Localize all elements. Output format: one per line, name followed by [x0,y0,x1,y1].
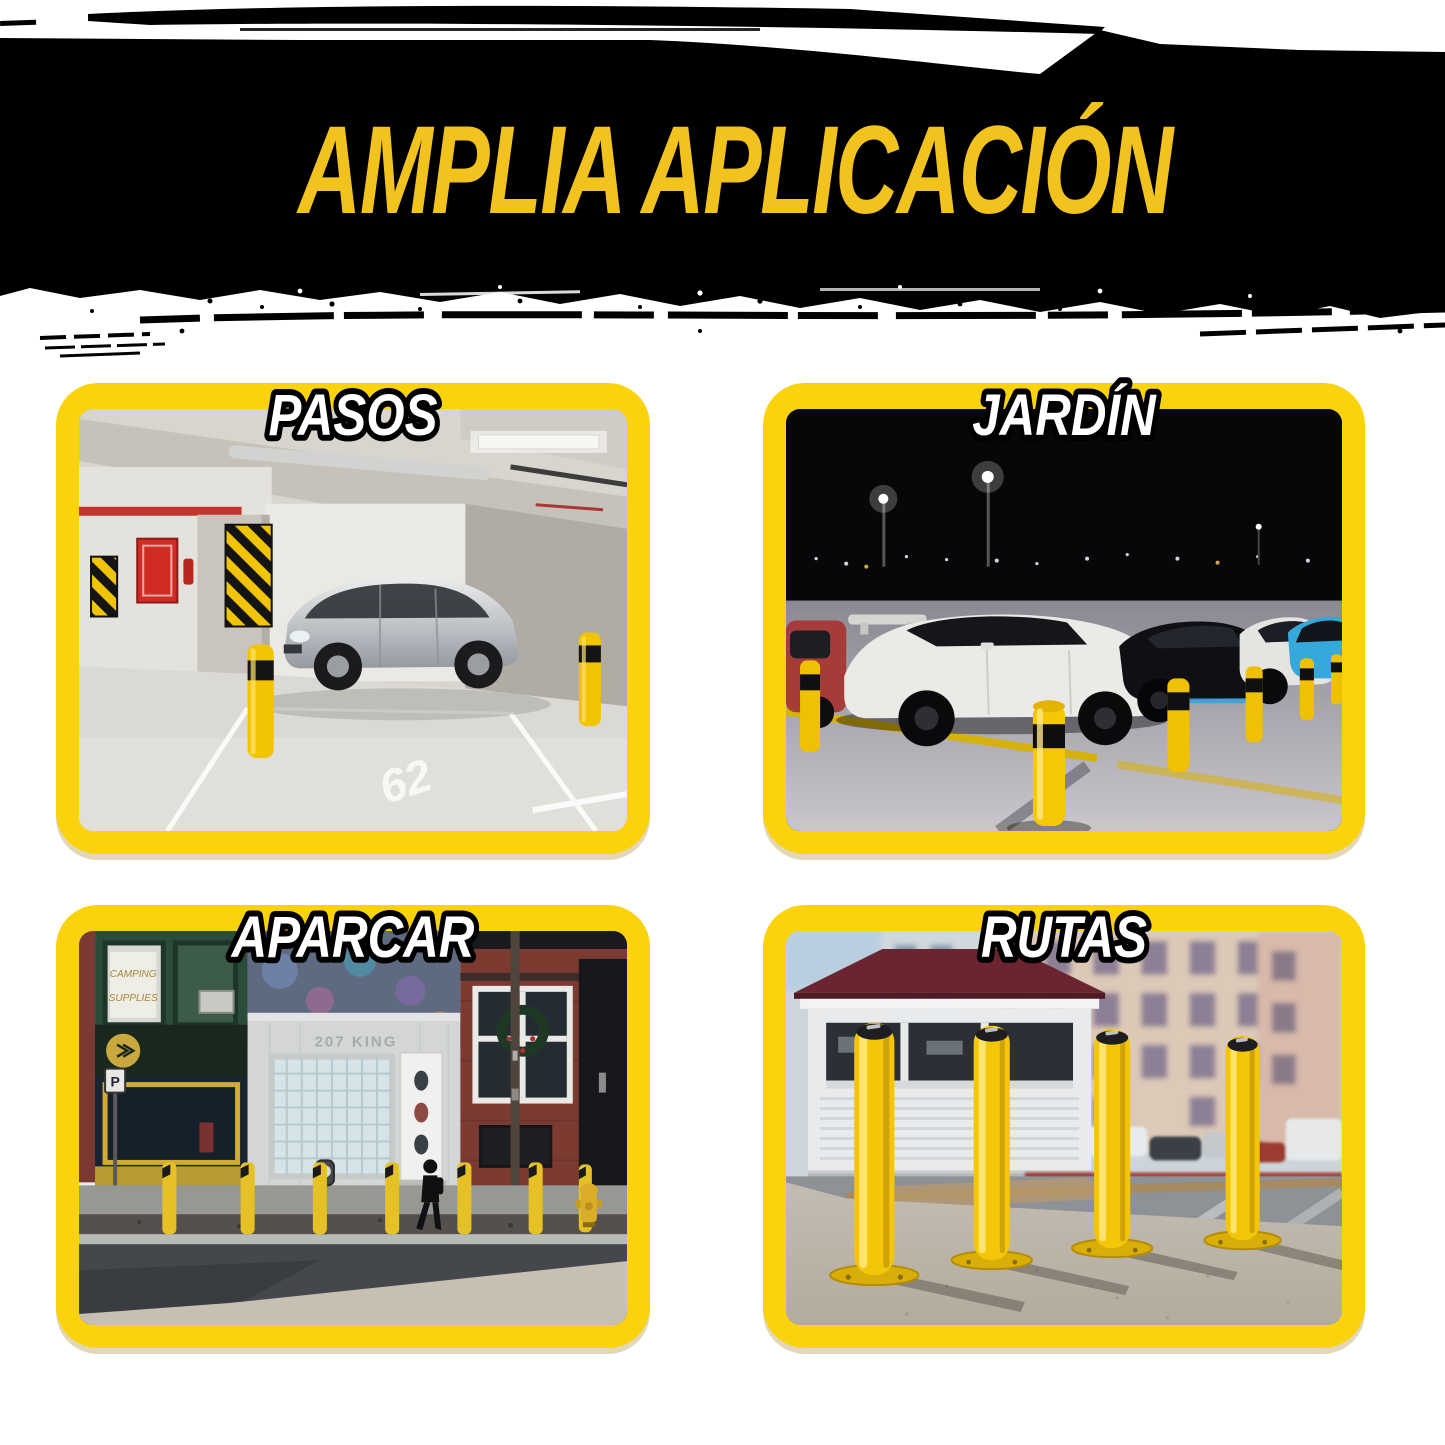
page-title: AMPLIA APLICACIÓN [298,99,1172,240]
brush-banner [0,0,1445,368]
photo-street-parking [79,931,627,1325]
guard-kiosk [794,949,1105,1178]
label-text-aparcar: APARCAR [231,905,475,970]
shop-sign-line2: SUPPLIES [108,992,158,1004]
brush-streak-top [0,6,1105,34]
floor-number-marking: 62 [372,748,438,814]
sidewalk-street [79,1185,627,1325]
label-text-pasos: PASOS [268,383,438,448]
photo-night-parking-lot [786,409,1342,831]
label-text-jardin: JARDÍN [972,383,1156,448]
building-sign-207-king: 207 KING [314,1033,398,1051]
brick-building [460,931,627,1210]
photo-parking-garage [79,409,627,831]
green-building [79,931,250,1185]
white-sports-car [836,615,1167,747]
panel-pasos [56,383,650,854]
panel-jardin [763,383,1365,854]
parking-sign-letter: P [110,1073,120,1090]
brush-streaks-bottom [40,309,1445,356]
panel-aparcar [56,905,650,1348]
shop-sign-line1: CAMPING [109,968,157,980]
photo-bollards-road [786,931,1342,1325]
panel-rutas [763,905,1365,1348]
label-text-rutas: RUTAS [980,905,1148,970]
